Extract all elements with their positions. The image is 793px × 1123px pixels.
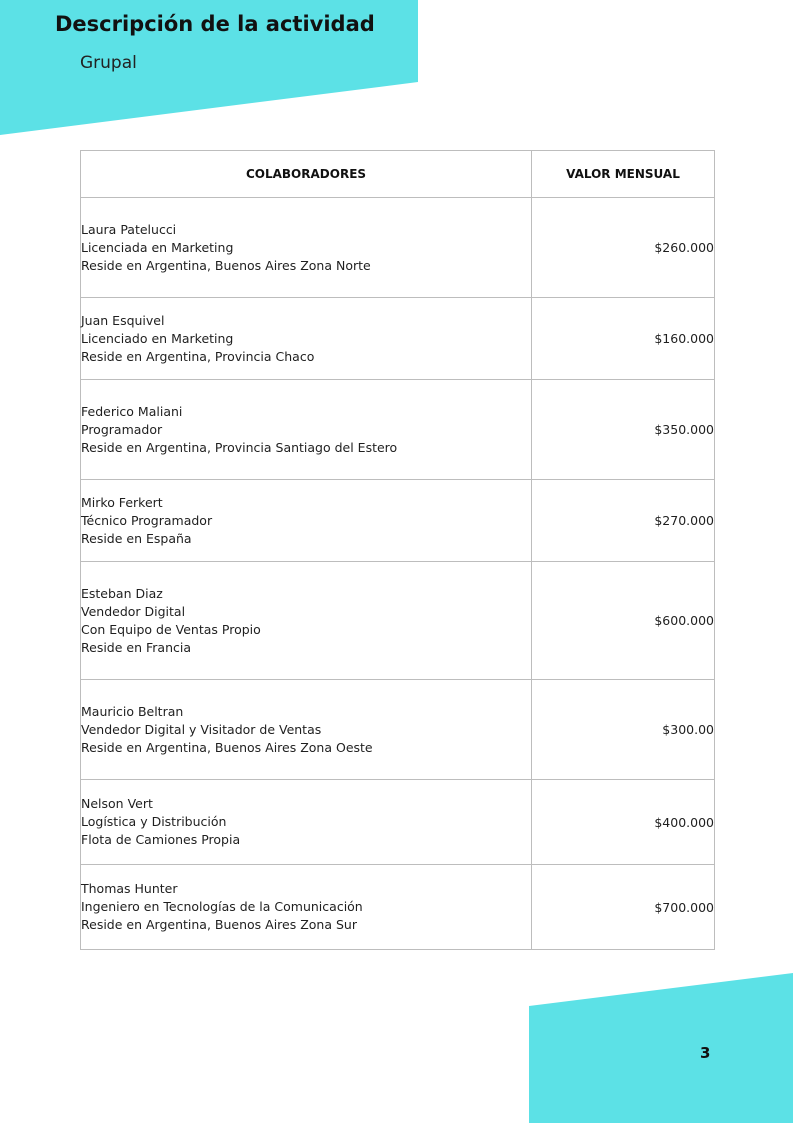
collaborator-detail: Reside en Argentina, Buenos Aires Zona Oeste bbox=[81, 739, 373, 755]
collaborator-name: Mauricio Beltran bbox=[81, 703, 184, 719]
collaborator-detail: Flota de Camiones Propia bbox=[81, 832, 241, 847]
collaborator-name: Laura Patelucci bbox=[81, 221, 177, 237]
collaborator-detail: Licenciada en Marketing bbox=[81, 239, 234, 255]
footer-accent-shape bbox=[529, 973, 793, 1123]
collaborator-detail: Con Equipo de Ventas Propio bbox=[81, 621, 261, 637]
table-row bbox=[81, 380, 715, 480]
page-title: Descripción de la actividad bbox=[55, 12, 375, 36]
collaborator-description bbox=[81, 298, 532, 380]
collaborator-detail: Vendedor Digital bbox=[81, 603, 186, 619]
column-header-monthly-value: VALOR MENSUAL bbox=[532, 151, 715, 198]
collaborator-detail: Reside en Argentina, Buenos Aires Zona Norte bbox=[81, 257, 371, 273]
collaborator-detail: Reside en Argentina, Provincia Santiago del Estero bbox=[81, 439, 398, 455]
monthly-value: $700.000 bbox=[532, 865, 715, 950]
monthly-value: $260.000 bbox=[532, 198, 715, 298]
collaborator-detail: Técnico Programador bbox=[81, 512, 213, 528]
collaborator-description bbox=[81, 562, 532, 680]
monthly-value: $160.000 bbox=[532, 298, 715, 380]
collaborator-description bbox=[81, 198, 532, 298]
column-header-collaborators: COLABORADORES bbox=[81, 151, 532, 198]
collaborator-name: Juan Esquivel bbox=[81, 312, 165, 328]
collaborator-detail: Licenciado en Marketing bbox=[81, 330, 234, 346]
collaborator-description bbox=[81, 480, 532, 562]
page-subtitle: Grupal bbox=[80, 53, 137, 73]
monthly-value: $300.00 bbox=[532, 680, 715, 780]
collaborator-description bbox=[81, 680, 532, 780]
table-row bbox=[81, 298, 715, 380]
collaborator-detail: Programador bbox=[81, 421, 163, 437]
table-row bbox=[81, 680, 715, 780]
table-row bbox=[81, 780, 715, 865]
monthly-value: $350.000 bbox=[532, 380, 715, 480]
collaborator-description bbox=[81, 865, 532, 950]
table-row bbox=[81, 198, 715, 298]
collaborator-name: Thomas Hunter bbox=[81, 881, 178, 896]
collaborator-name: Mirko Ferkert bbox=[81, 494, 163, 510]
collaborator-description bbox=[81, 380, 532, 480]
table-header-row bbox=[81, 151, 715, 198]
collaborator-name: Nelson Vert bbox=[81, 796, 153, 811]
collaborator-detail: Ingeniero en Tecnologías de la Comunicación bbox=[81, 899, 363, 914]
monthly-value: $400.000 bbox=[532, 780, 715, 865]
collaborators-table bbox=[80, 150, 715, 950]
monthly-value: $270.000 bbox=[532, 480, 715, 562]
collaborator-detail: Reside en Francia bbox=[81, 639, 191, 655]
collaborator-detail: Reside en España bbox=[81, 530, 192, 546]
monthly-value: $600.000 bbox=[532, 562, 715, 680]
collaborator-detail: Reside en Argentina, Buenos Aires Zona Sur bbox=[81, 917, 357, 932]
collaborator-detail: Vendedor Digital y Visitador de Ventas bbox=[81, 721, 322, 737]
page-number: 3 bbox=[700, 1044, 711, 1062]
collaborator-detail: Logística y Distribución bbox=[81, 814, 227, 829]
collaborator-description bbox=[81, 780, 532, 865]
collaborator-name: Esteban Diaz bbox=[81, 585, 163, 601]
table-row bbox=[81, 480, 715, 562]
collaborator-name: Federico Maliani bbox=[81, 403, 183, 419]
collaborator-detail: Reside en Argentina, Provincia Chaco bbox=[81, 348, 315, 364]
table-row bbox=[81, 562, 715, 680]
table-row bbox=[81, 865, 715, 950]
